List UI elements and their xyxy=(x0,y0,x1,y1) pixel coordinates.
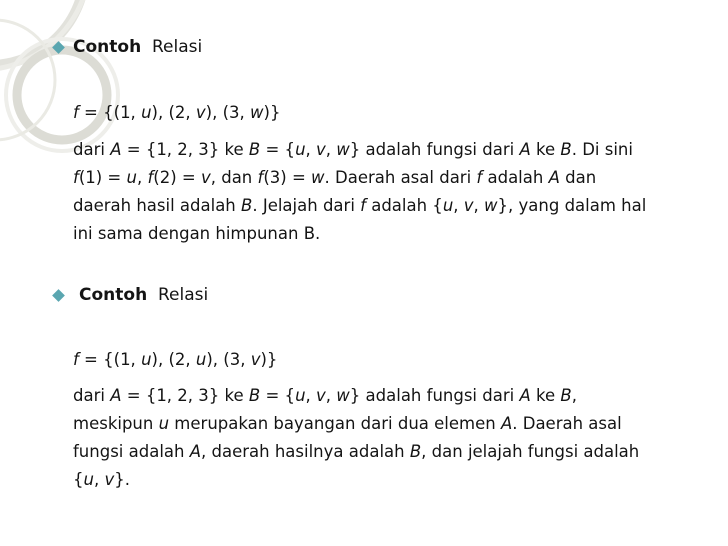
example1-text-line-4: ini sama dengan himpunan B. xyxy=(73,224,321,243)
example2-text-line-4: {u, v}. xyxy=(73,470,130,489)
example1-text-line-1: dari A = {1, 2, 3} ke B = {u, v, w} adalah fungsi dari A ke B. Di sini xyxy=(73,140,633,159)
example1-text-line-3: daerah hasil adalah B. Jelajah dari f adalah {u, v, w}, yang dalam hal xyxy=(73,196,647,215)
example1-text-line-2: f(1) = u, f(2) = v, dan f(3) = w. Daerah asal dari f adalah A dan xyxy=(73,168,597,187)
example2-heading: Contoh Relasi xyxy=(79,285,209,305)
example2-text-line-2: meskipun u merupakan bayangan dari dua elemen A. Daerah asal xyxy=(73,414,622,433)
example1-heading: Contoh Relasi xyxy=(73,37,203,57)
example2-formula: f = {(1, u), (2, u), (3, v)} xyxy=(73,350,278,369)
example1-formula: f = {(1, u), (2, v), (3, w)} xyxy=(73,103,281,122)
example2-text-line-1: dari A = {1, 2, 3} ke B = {u, v, w} adalah fungsi dari A ke B, xyxy=(73,386,577,405)
example2-text-line-3: fungsi adalah A, daerah hasilnya adalah B, dan jelajah fungsi adalah xyxy=(73,442,640,461)
